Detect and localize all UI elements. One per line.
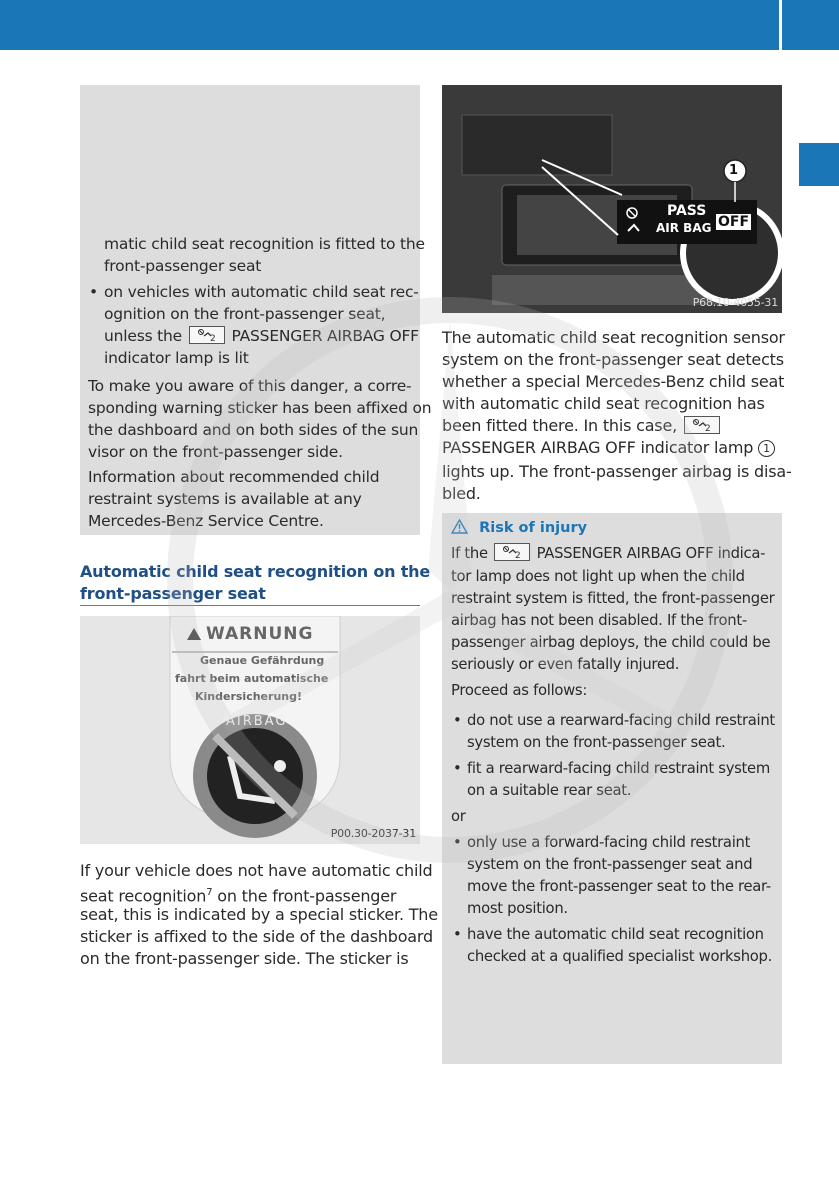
sticker-line-3: Kindersicherung! [195, 690, 302, 703]
bullet-b1-line-2: system on the front-passenger seat and [467, 856, 753, 873]
passenger-airbag-off-text: PASSENGER AIRBAG OFF [231, 327, 419, 345]
box-line-1: matic child seat recognition is fitted to the [104, 235, 425, 253]
box-para2-line-2: restraint systems is available at any [88, 490, 362, 508]
sticker-warning-title: WARNUNG [206, 624, 314, 644]
svg-text:2: 2 [515, 551, 521, 560]
warning-para-line-4: airbag has not been disabled. If the front- [451, 612, 747, 629]
right-body-line-3: whether a special Mercedes-Benz child seat [442, 372, 785, 391]
sticker-illustration [80, 616, 420, 844]
left-body-line-4: sticker is affixed to the side of the dashboard [80, 927, 433, 946]
box-line-2: front-passenger seat [104, 257, 262, 275]
sticker-image-label: P00.30-2037-31 [330, 827, 416, 840]
dashboard-photo [442, 85, 782, 313]
box-bullet-line-4: indicator lamp is lit [104, 349, 249, 367]
sticker-image [80, 616, 420, 844]
bullet-b1-line-4: most position. [467, 900, 568, 917]
warning-para-line-2: tor lamp does not light up when the child [451, 568, 745, 585]
chapter-tab [799, 143, 839, 186]
left-body-line-1: If your vehicle does not have automatic child [80, 861, 433, 880]
bullet-a1-line-1: do not use a rearward-facing child restraint [467, 712, 775, 729]
left-body-line-5: on the front-passenger side. The sticker is [80, 949, 409, 968]
left-body-line-2-a: seat recognition [80, 886, 207, 906]
box-bullet-dot: • [89, 283, 98, 301]
section-heading-line-1: Automatic child seat recognition on the [80, 562, 431, 581]
right-body-line-6-text: PASSENGER AIRBAG OFF indicator lamp [442, 438, 754, 457]
proceed-text: Proceed as follows: [451, 682, 588, 699]
right-body-line-8: bled. [442, 484, 481, 503]
footnote-7: 7 [206, 887, 213, 898]
svg-text:2: 2 [704, 424, 711, 433]
sticker-line-1: Genaue Gefährdung [200, 654, 325, 667]
photo-image-label: P68.10-4055-31 [692, 296, 778, 309]
warning-para-line-1 [451, 543, 765, 565]
right-body-line-5-text: been fitted there. In this case, [442, 416, 677, 435]
left-body-line-3: seat, this is indicated by a special sticker. The [80, 905, 438, 924]
callout-ref-1: 1 [758, 440, 775, 457]
bullet-a2-dot: • [453, 760, 462, 777]
warning-triangle-icon [451, 519, 468, 538]
passenger-airbag-off-icon [494, 543, 530, 561]
left-body-line-2-b: on the front-passenger [212, 886, 397, 906]
off-text: OFF [718, 214, 750, 230]
warning-title: Risk of injury [479, 520, 588, 536]
bullet-b2-line-1: have the automatic child seat recognition [467, 926, 764, 943]
box-para1-line-3: the dashboard and on both sides of the sun [88, 421, 419, 439]
right-body-line-6 [442, 437, 775, 459]
bullet-a1-line-2: system on the front-passenger seat. [467, 734, 726, 751]
bullet-a2-line-2: on a suitable rear seat. [467, 782, 632, 799]
bullet-b1-line-1: only use a forward-facing child restraint [467, 834, 751, 851]
box-para1-line-2: sponding warning sticker has been affixed on [88, 399, 432, 417]
right-body-line-2: system on the front-passenger seat detects [442, 350, 784, 369]
box-para1-line-4: visor on the front-passenger side. [88, 443, 343, 461]
box-para2-line-1: Information about recommended child [88, 468, 380, 486]
box-bullet-line-1: on vehicles with automatic child seat rec- [104, 283, 419, 301]
bullet-b1-line-3: move the front-passenger seat to the rear- [467, 878, 771, 895]
sticker-airbag-word: AIRBAG [226, 714, 288, 729]
warning-header [451, 517, 587, 538]
sticker-line-2: fahrt beim automatische [175, 672, 329, 685]
svg-text:2: 2 [209, 334, 216, 343]
pass-text: PASS [667, 203, 707, 219]
box-bullet-line-2: ognition on the front-passenger seat, [104, 305, 386, 323]
airbag-text: AIR BAG [656, 221, 712, 235]
unless-text: unless the [104, 327, 183, 345]
box-para2-line-3: Mercedes-Benz Service Centre. [88, 512, 324, 530]
right-body-line-4: with automatic child seat recognition has [442, 394, 765, 413]
or-text: or [451, 808, 466, 825]
heading-rule [80, 605, 420, 606]
right-body-line-1: The automatic child seat recognition sensor [442, 328, 785, 347]
bullet-b2-line-2: checked at a qualified specialist workshop. [467, 948, 773, 965]
dashboard-illustration [442, 85, 782, 313]
warning-para-line-6: seriously or even fatally injured. [451, 656, 680, 673]
header-bar [0, 0, 839, 50]
warning-para-line-5: passenger airbag deploys, the child could be [451, 634, 771, 651]
callout-number: 1 [729, 163, 739, 178]
warning-para-line-3: restraint system is fitted, the front-passenger [451, 590, 775, 607]
bullet-a1-dot: • [453, 712, 462, 729]
bullet-a2-line-1: fit a rearward-facing child restraint system [467, 760, 770, 777]
passenger-airbag-off-icon [684, 416, 720, 434]
section-heading-line-2: front-passenger seat [80, 584, 266, 603]
warning-para-line-1-a: If the [451, 545, 488, 562]
box-bullet-line-3 [104, 325, 419, 347]
right-body-line-7: lights up. The front-passenger airbag is disa- [442, 462, 792, 481]
box-para1-line-1: To make you aware of this danger, a corre- [88, 377, 412, 395]
bullet-b2-dot: • [453, 926, 462, 943]
passenger-airbag-off-icon [189, 326, 225, 344]
header-separator [779, 0, 782, 50]
right-body-line-5 [442, 415, 722, 437]
bullet-b1-dot: • [453, 834, 462, 851]
warning-para-line-1-b: PASSENGER AIRBAG OFF indica- [536, 545, 766, 562]
